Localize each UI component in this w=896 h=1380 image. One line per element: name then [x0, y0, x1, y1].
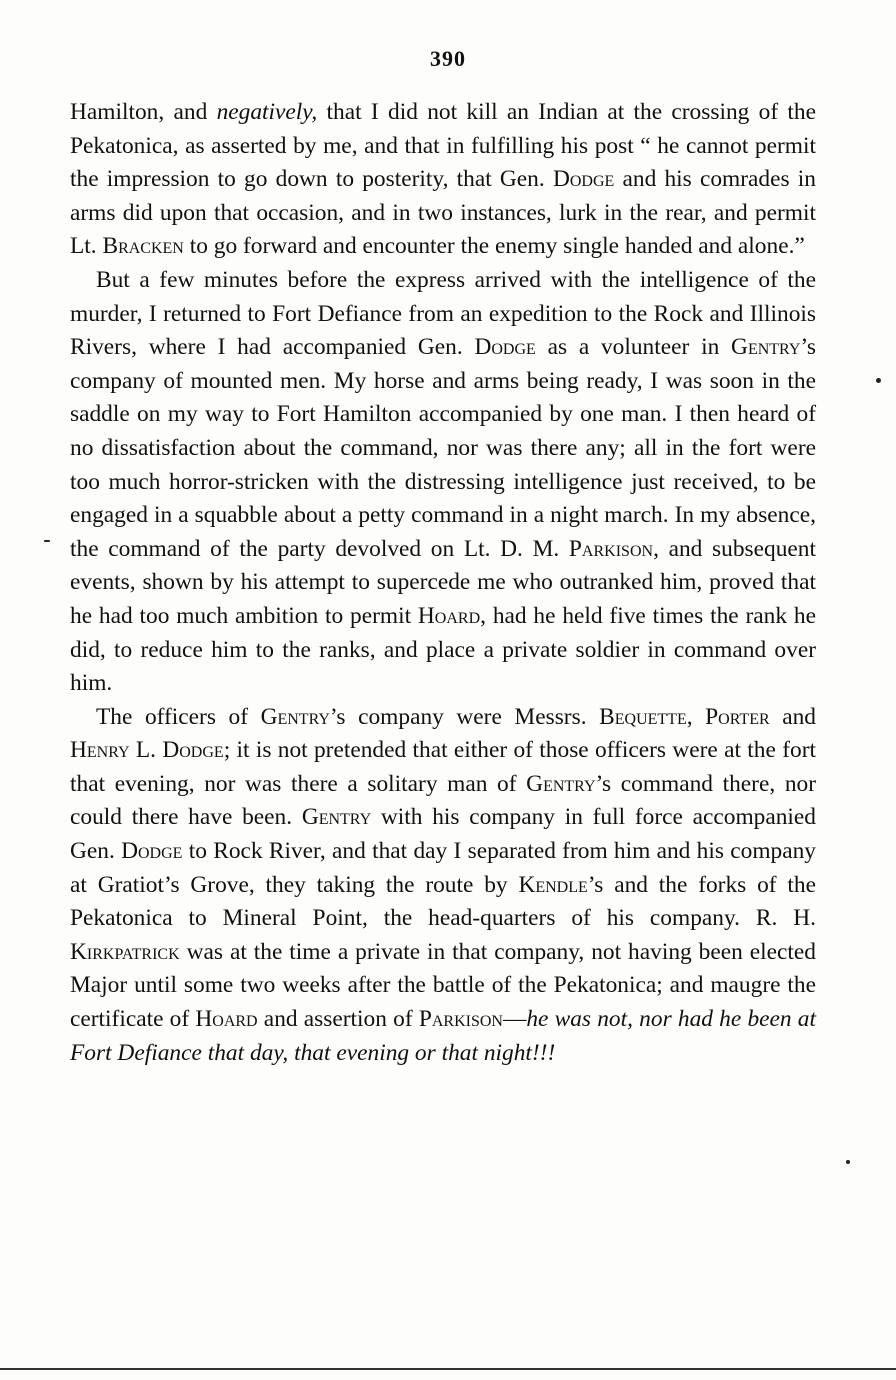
- text-run: ; it is not pretended that either of those officers were at the fort that evening, nor was there a solitary man of: [70, 737, 816, 797]
- small-caps-name: Gentry: [301, 804, 372, 831]
- small-caps-name: Kirkpatrick: [70, 938, 180, 965]
- small-caps-name: Hoard: [417, 602, 481, 629]
- text-run: that I did not kill an Indian at the crossing of the Pekatonica, as asserted by me, and that in fulfilling his post “ he cannot permit the impression to go down to posterity, that Gen.: [70, 99, 816, 193]
- small-caps-name: Parkison: [418, 1006, 503, 1033]
- text-run: , and subsequent events, shown by his attempt to supercede me who outranked him, proved that he had too much ambition to permit: [70, 535, 816, 629]
- small-caps-name: Gentry: [731, 334, 801, 361]
- small-caps-name: Porter: [705, 703, 770, 730]
- paragraph-2: [70, 264, 816, 701]
- small-caps-name: Bracken: [102, 233, 184, 260]
- small-caps-name: Henry L. Dodge: [70, 737, 224, 764]
- text-run: ,: [686, 703, 706, 730]
- text-run: and assertion of: [257, 1006, 419, 1033]
- text-run: ’s company of mounted men. My horse and arms being ready, I was soon in the saddle on my way to Fort Hamilton accompanied by one man. I then heard of no dissatisfaction about the command, nor was there any; all in the fort were too much horror-stricken with the distressing intelligence just received, to be engaged in a squabble about a petty command in a night march. In my absence, the command of the party devolved on Lt. D. M.: [70, 334, 816, 562]
- small-caps-name: Dodge: [552, 166, 615, 193]
- text-run: The officers of: [96, 703, 261, 730]
- text-run: was at the time a private in that company, not having been elected Major until some two weeks after the battle of the Pekatonica; and maugre the certificate of: [70, 938, 816, 1033]
- text-run: ’s and the forks of the Pekatonica to Mineral Point, the head-quarters of his company. R. H.: [70, 871, 816, 932]
- text-run: —: [502, 1006, 527, 1033]
- small-caps-name: Dodge: [121, 838, 183, 865]
- small-caps-name: Dodge: [474, 334, 536, 361]
- body-text: [70, 96, 816, 1070]
- italic-text: negatively,: [216, 99, 318, 125]
- text-run: ’s command there, nor could there have been.: [70, 770, 816, 831]
- ink-speck: [876, 378, 881, 383]
- text-run: with his company in full force accompanied Gen.: [70, 804, 817, 865]
- text-run: ’s company were Messrs.: [329, 703, 600, 730]
- text-run: Hamilton, and: [70, 99, 217, 125]
- page-bottom-edge: [0, 1368, 896, 1370]
- text-run: to go forward and encounter the enemy single handed and alone.”: [183, 233, 805, 260]
- small-caps-name: Parkison: [568, 535, 654, 562]
- text-run: But a few minutes before the express arrived with the intelligence of the murder, I returned to Fort Defiance from an expedition to the Rock and Illinois Rivers, where I had accompanied Gen.: [70, 266, 816, 361]
- small-caps-name: Bequette: [599, 703, 687, 730]
- text-run: and: [769, 703, 816, 730]
- italic-text: he was not, nor had he been at Fort Defiance that day, that evening or that night!!!: [70, 1006, 816, 1066]
- text-run: as a volunteer in: [535, 334, 732, 361]
- small-caps-name: Gentry: [260, 703, 330, 730]
- ink-speck: [846, 1160, 850, 1164]
- small-caps-name: Kendle: [518, 871, 588, 898]
- text-run: to Rock River, and that day I separated from him and his company at Gratiot’s Grove, they taking the route by: [70, 838, 816, 898]
- small-caps-name: Gentry: [526, 770, 596, 797]
- small-caps-name: Hoard: [195, 1006, 258, 1033]
- ink-speck: [44, 540, 50, 542]
- text-run: , had he held five times the rank he did, to reduce him to the ranks, and place a private soldier in command over him.: [70, 602, 816, 697]
- paragraph-1: [70, 96, 816, 264]
- text-run: and his comrades in arms did upon that occasion, and in two instances, lurk in the rear, and permit Lt.: [70, 166, 816, 260]
- paragraph-3: [70, 701, 816, 1071]
- page-number: 390: [430, 46, 466, 71]
